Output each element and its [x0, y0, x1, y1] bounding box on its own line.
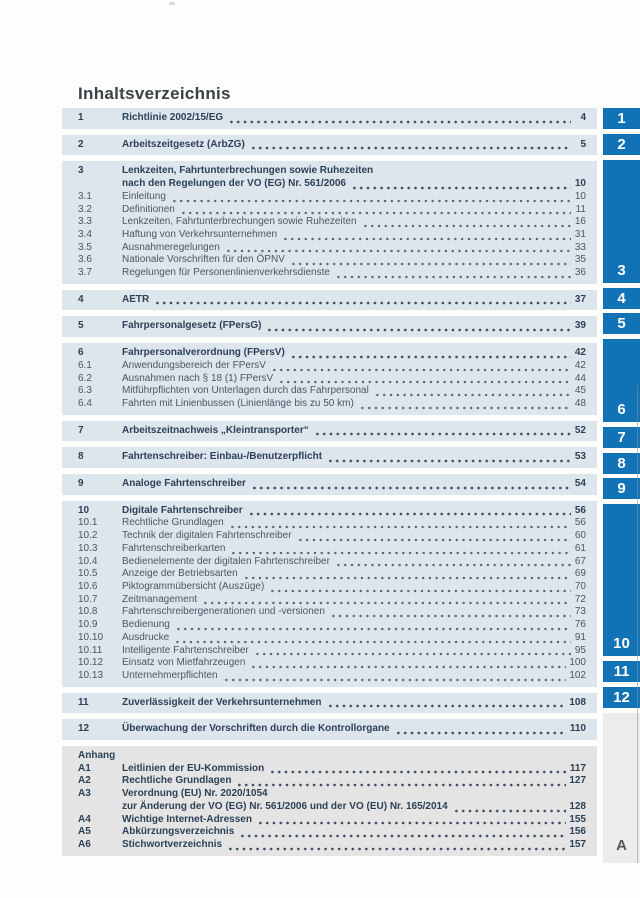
page-number: 56 — [574, 504, 586, 516]
page-number: 36 — [574, 267, 586, 279]
toc-row — [78, 606, 586, 619]
row-number: 3.3 — [78, 216, 92, 228]
row-label: Überwachung der Vorschriften durch die Kontrollorgane — [122, 723, 390, 735]
leader-dots — [327, 704, 567, 708]
row-label: Fahrten mit Linienbussen (Linienlänge bis zu 50 km) — [122, 397, 354, 409]
page-number: 37 — [574, 293, 586, 305]
row-number: 10.6 — [78, 580, 98, 592]
page-number: 70 — [574, 580, 586, 592]
page-number: 35 — [574, 254, 586, 266]
row-label: Lenkzeiten, Fahrtunterbrechungen sowie Ruhezeiten — [122, 165, 374, 177]
toc-row — [78, 814, 586, 827]
side-tab-10 — [603, 504, 640, 656]
toc-row — [78, 530, 586, 543]
row-label: Digitale Fahrtenschreiber — [122, 504, 243, 516]
leader-dots — [290, 262, 571, 266]
row-number: A6 — [78, 838, 91, 850]
toc-row — [78, 788, 586, 813]
row-label: Verordnung (EU) Nr. 2020/1054 — [122, 788, 268, 800]
row-number: 10.13 — [78, 669, 104, 681]
toc-row — [78, 594, 586, 607]
page-number: 44 — [574, 372, 586, 384]
leader-dots — [248, 512, 571, 516]
toc-row — [78, 373, 586, 386]
side-tab-8 — [603, 453, 640, 474]
row-label: Anwendungsbereich der FPersV — [122, 359, 266, 371]
row-label: Bedienelemente der digitalen Fahrtenschreiber — [122, 555, 330, 567]
row-label: Fahrpersonalverordnung (FPersV) — [122, 347, 285, 359]
page-number: 117 — [569, 762, 586, 774]
leader-dots — [257, 821, 566, 825]
tab-label: 10 — [613, 635, 630, 652]
leader-dots — [225, 249, 571, 253]
leader-dots — [395, 731, 567, 735]
side-tab-anhang — [603, 713, 640, 863]
leader-dots — [269, 770, 567, 774]
toc-row — [78, 360, 586, 373]
tab-label: 2 — [617, 136, 626, 153]
row-label: Arbeitszeitgesetz (ArbZG) — [122, 138, 245, 150]
page-number: 4 — [580, 112, 586, 123]
row-label: Zuverlässigkeit der Verkehrsunternehmen — [122, 696, 322, 708]
toc-row — [78, 775, 586, 788]
leader-dots — [171, 199, 571, 203]
row-label: Einleitung — [122, 190, 166, 202]
leader-dots — [229, 525, 571, 529]
toc-row — [78, 320, 586, 333]
page-title: Inhaltsverzeichnis — [78, 84, 231, 103]
row-label: Ausnahmeregelungen — [122, 241, 220, 253]
leader-dots — [239, 834, 566, 838]
toc-row — [78, 839, 586, 852]
row-number: 3.2 — [78, 203, 92, 215]
scan-speck — [169, 2, 175, 5]
row-label: Lenkzeiten, Fahrtunterbrechungen sowie Ruhezeiten — [122, 216, 357, 228]
toc-row — [78, 112, 586, 125]
row-label: Rechtliche Grundlagen — [122, 517, 224, 529]
page-number: 155 — [569, 813, 586, 825]
toc-section-10 — [62, 501, 597, 687]
side-tab-2 — [603, 134, 640, 155]
row-number: 10.11 — [78, 644, 103, 656]
page-number: 5 — [580, 138, 586, 150]
row-label: Fahrtenschreiberkarten — [122, 542, 226, 554]
tab-label: 9 — [617, 480, 626, 497]
toc-row — [78, 204, 586, 217]
toc-row — [78, 191, 586, 204]
toc-row — [78, 385, 586, 398]
row-label: Ausnahmen nach § 18 (1) FPersV — [122, 372, 274, 384]
row-number: A5 — [78, 826, 91, 838]
row-number: 6.3 — [78, 385, 92, 397]
toc-row — [78, 556, 586, 569]
toc-section-1 — [62, 108, 597, 129]
leader-dots — [228, 120, 571, 124]
toc-row — [78, 347, 586, 360]
table-of-contents — [62, 108, 597, 862]
row-label: Wichtige Internet-Adressen — [122, 813, 252, 825]
toc-row — [78, 267, 586, 280]
leader-dots — [290, 355, 571, 359]
row-label: Ausdrucke — [122, 631, 170, 643]
toc-row — [78, 478, 586, 491]
row-number: 1 — [78, 112, 84, 123]
leader-dots — [282, 237, 571, 241]
toc-row — [78, 229, 586, 242]
leader-dots — [175, 627, 571, 631]
row-number: 10.5 — [78, 568, 98, 580]
side-tab-3 — [603, 160, 640, 283]
toc-row — [78, 763, 586, 776]
page-number: 157 — [569, 838, 586, 850]
leader-dots — [250, 146, 571, 150]
toc-row — [78, 505, 586, 518]
row-number: 10.12 — [78, 657, 104, 669]
page-number: 102 — [569, 669, 586, 681]
page-number: 128 — [569, 800, 586, 812]
row-label: Abkürzungsverzeichnis — [122, 826, 235, 838]
toc-row — [78, 242, 586, 255]
leader-dots — [278, 380, 571, 384]
leader-dots — [154, 301, 571, 305]
tab-label: 1 — [617, 110, 626, 127]
leader-dots — [266, 328, 571, 332]
row-number: 3.7 — [78, 267, 92, 279]
toc-section-8 — [62, 447, 597, 468]
page-number: 52 — [574, 424, 586, 436]
leader-dots — [335, 563, 571, 567]
row-label: Anzeige der Betriebsarten — [122, 568, 238, 580]
toc-row — [78, 216, 586, 229]
row-number: 6.2 — [78, 372, 92, 384]
tab-label: 7 — [617, 429, 626, 446]
leader-dots — [327, 459, 571, 463]
row-label: Technik der digitalen Fahrtenschreiber — [122, 530, 292, 542]
leader-dots — [250, 665, 566, 669]
page-number: 127 — [569, 775, 586, 787]
toc-section-12 — [62, 719, 597, 740]
toc-row — [78, 568, 586, 581]
row-label: Stichwortverzeichnis — [122, 838, 223, 850]
appendix-heading: Anhang — [78, 750, 116, 762]
toc-row — [78, 645, 586, 658]
leader-dots — [251, 486, 571, 490]
toc-row — [78, 826, 586, 839]
leader-dots — [202, 601, 571, 605]
row-label: Mitführpflichten von Unterlagen durch das Fahrpersonal — [122, 385, 369, 397]
page-number: 53 — [574, 451, 586, 463]
side-tab-4 — [603, 288, 640, 309]
row-number: 3.4 — [78, 228, 92, 240]
row-number: 3.1 — [78, 190, 92, 202]
row-number: 10.2 — [78, 530, 98, 542]
row-number: 3.5 — [78, 241, 92, 253]
row-label-line2: nach den Regelungen der VO (EG) Nr. 561/2006 — [122, 178, 346, 190]
row-number: 10.4 — [78, 555, 98, 567]
toc-row — [78, 632, 586, 645]
toc-section-4 — [62, 290, 597, 311]
page-number: 73 — [574, 606, 586, 618]
row-label: Nationale Vorschriften für den ÖPNV — [122, 254, 285, 266]
tab-label: A — [616, 837, 627, 854]
page-number: 91 — [574, 631, 586, 643]
leader-dots — [359, 406, 571, 410]
page-number: 11 — [575, 203, 586, 215]
toc-section-3 — [62, 161, 597, 283]
tab-label: 3 — [617, 262, 626, 279]
side-tab-9 — [603, 478, 640, 499]
row-label: Haftung von Verkehrsunternehmen — [122, 228, 278, 240]
toc-row — [78, 254, 586, 267]
row-number: 10.3 — [78, 542, 98, 554]
row-label: Bedienung — [122, 619, 170, 631]
toc-section-anhang — [62, 746, 597, 856]
page-number: 31 — [574, 228, 586, 240]
row-label: Zeitmanagement — [122, 593, 198, 605]
leader-dots — [362, 224, 571, 228]
row-number: 10.8 — [78, 606, 98, 618]
row-label: Fahrtenschreiber: Einbau-/Benutzerpflicht — [122, 451, 323, 463]
leader-dots — [269, 589, 571, 593]
row-number: 11 — [78, 696, 89, 708]
leader-dots — [180, 211, 571, 215]
leader-dots — [243, 576, 571, 580]
row-label-line2: zur Änderung der VO (EG) Nr. 561/2006 und der VO (EU) Nr. 165/2014 — [122, 800, 448, 812]
row-label: Intelligente Fahrtenschreiber — [122, 644, 249, 656]
row-label: Arbeitszeitnachweis „Kleintransporter“ — [122, 424, 309, 436]
leader-dots — [254, 652, 571, 656]
toc-row — [78, 517, 586, 530]
leader-dots — [271, 368, 571, 372]
leader-dots — [314, 432, 571, 436]
row-label: AETR — [122, 293, 150, 305]
row-label: Richtlinie 2002/15/EG — [122, 112, 224, 123]
page-number: 56 — [574, 517, 586, 529]
tab-label: 4 — [617, 290, 626, 307]
side-tab-11 — [603, 661, 640, 682]
tab-label: 5 — [617, 315, 626, 332]
leader-dots — [351, 186, 571, 190]
tab-label: 11 — [613, 663, 630, 680]
toc-row — [78, 543, 586, 556]
tab-label: 8 — [617, 455, 626, 472]
page-number: 61 — [574, 542, 586, 554]
leader-dots — [230, 551, 571, 555]
row-number: A4 — [78, 813, 91, 825]
toc-section-7 — [62, 421, 597, 442]
row-label: Piktogrammübersicht (Auszüge) — [122, 580, 265, 592]
toc-row — [78, 139, 586, 152]
row-number: A1 — [78, 762, 91, 774]
row-label: Fahrpersonalgesetz (FPersG) — [122, 320, 262, 332]
row-label: Regelungen für Personenlinienverkehrsdienste — [122, 267, 330, 279]
page-number: 16 — [574, 216, 586, 228]
row-number: 6 — [78, 347, 84, 359]
row-label: Leitlinien der EU-Kommission — [122, 762, 265, 774]
row-number: 3 — [78, 165, 84, 177]
row-label: Unternehmerpflichten — [122, 669, 218, 681]
page-number: 100 — [569, 657, 586, 669]
side-tab-6 — [603, 339, 640, 422]
leader-dots — [174, 640, 571, 644]
row-number: A3 — [78, 788, 91, 800]
row-number: 6.4 — [78, 397, 92, 409]
row-number: 10.1 — [78, 517, 98, 529]
row-number: 10.10 — [78, 631, 104, 643]
side-tab-12 — [603, 687, 640, 708]
toc-row — [78, 294, 586, 307]
toc-row — [78, 723, 586, 736]
toc-section-6 — [62, 343, 597, 415]
page-number: 42 — [574, 347, 586, 359]
page-number: 54 — [574, 478, 586, 490]
page-number: 72 — [574, 593, 586, 605]
toc-section-2 — [62, 135, 597, 156]
page-number: 39 — [574, 320, 586, 332]
row-number: 10 — [78, 504, 90, 516]
page-number: 10 — [574, 190, 586, 202]
row-number: 12 — [78, 723, 90, 735]
leader-dots — [236, 783, 566, 787]
page-number: 156 — [569, 826, 586, 838]
scan-edge-line — [637, 385, 638, 863]
leader-dots — [330, 614, 571, 618]
leader-dots — [297, 538, 571, 542]
page-number: 67 — [574, 555, 586, 567]
toc-row — [78, 425, 586, 438]
page-number: 10 — [574, 178, 586, 190]
page-number: 45 — [574, 385, 586, 397]
page-number: 42 — [574, 359, 586, 371]
row-number: 6.1 — [78, 359, 92, 371]
tab-label: 12 — [613, 689, 630, 706]
leader-dots — [227, 847, 566, 851]
toc-row — [78, 697, 586, 710]
side-tab-5 — [603, 313, 640, 334]
toc-row — [78, 657, 586, 670]
toc-row — [78, 619, 586, 632]
page-number: 33 — [574, 241, 586, 253]
toc-row — [78, 398, 586, 411]
toc-row — [78, 165, 586, 190]
tab-label: 6 — [617, 401, 626, 418]
leader-dots — [453, 809, 567, 813]
side-tab-1 — [603, 108, 640, 129]
row-number: 10.7 — [78, 593, 98, 605]
leader-dots — [374, 393, 571, 397]
row-label: Einsatz von Mietfahrzeugen — [122, 657, 246, 669]
row-number: 4 — [78, 293, 84, 305]
leader-dots — [335, 275, 571, 279]
leader-dots — [223, 678, 567, 682]
row-label: Analoge Fahrtenschreiber — [122, 478, 246, 490]
page-number: 69 — [574, 568, 586, 580]
page-number: 110 — [569, 723, 586, 735]
row-number: 8 — [78, 451, 84, 463]
toc-section-5 — [62, 316, 597, 337]
row-number: 10.9 — [78, 619, 98, 631]
row-label: Rechtliche Grundlagen — [122, 775, 232, 787]
toc-row — [78, 670, 586, 683]
row-number: A2 — [78, 775, 91, 787]
toc-section-9 — [62, 474, 597, 495]
row-number: 3.6 — [78, 254, 92, 266]
row-label: Fahrtenschreibergenerationen und -versionen — [122, 606, 325, 618]
page-number: 60 — [574, 530, 586, 542]
row-number: 9 — [78, 478, 84, 490]
row-number: 7 — [78, 424, 84, 436]
row-label: Definitionen — [122, 203, 175, 215]
toc-row — [78, 581, 586, 594]
side-tab-7 — [603, 427, 640, 448]
page-number: 108 — [569, 696, 586, 708]
appendix-heading-row — [78, 750, 586, 763]
page-number: 95 — [574, 644, 586, 656]
toc-row — [78, 451, 586, 464]
toc-section-11 — [62, 693, 597, 714]
page-number: 48 — [574, 397, 586, 409]
row-number: 2 — [78, 138, 84, 150]
row-number: 5 — [78, 320, 84, 332]
page-number: 76 — [574, 619, 586, 631]
